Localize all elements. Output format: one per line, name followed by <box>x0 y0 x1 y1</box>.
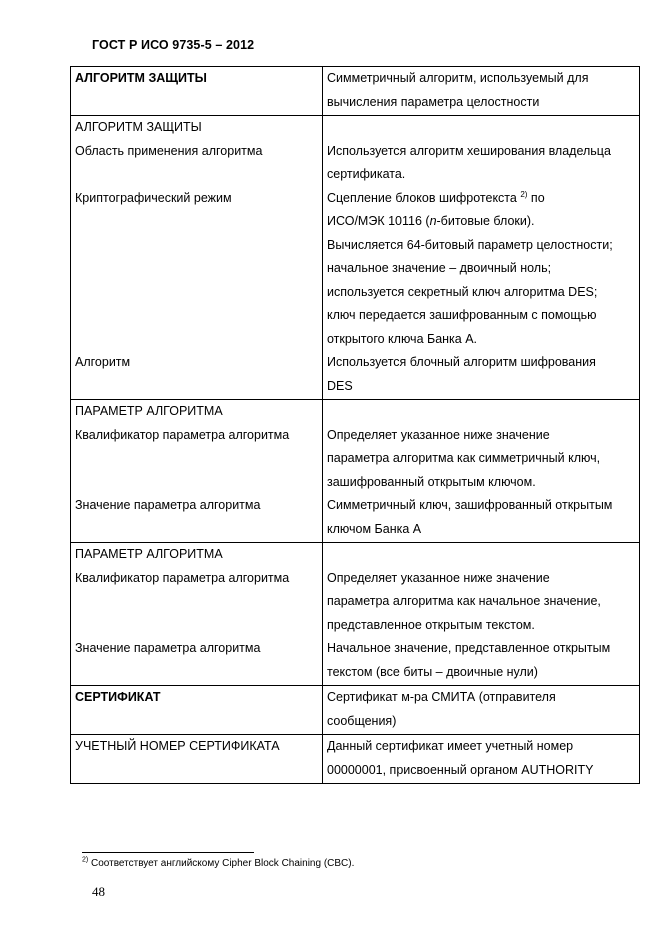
footnote-marker: 2) <box>82 856 89 864</box>
field-value-line: ключ передается зашифрованным с помощью <box>327 308 597 322</box>
row-label: АЛГОРИТМ ЗАЩИТЫ <box>75 71 207 85</box>
field-value-line: параметра алгоритма как симметричный ключ, <box>327 451 601 465</box>
table-row <box>71 543 640 686</box>
row-value-line: вычисления параметра целостности <box>327 94 540 109</box>
row-label: УЧЕТНЫЙ НОМЕР СЕРТИФИКАТА <box>75 739 280 753</box>
row-value-cell <box>323 116 640 400</box>
page-number: 48 <box>92 884 105 899</box>
field-value-line: Используется блочный алгоритм шифрования <box>327 355 596 369</box>
field-value-line: текстом (все биты – двоичные нули) <box>327 664 538 679</box>
row-label: СЕРТИФИКАТ <box>75 690 161 704</box>
field-label: Квалификатор параметра алгоритма <box>75 427 290 442</box>
field-value-line: DES <box>327 378 353 393</box>
group-title: ПАРАМЕТР АЛГОРИТМА <box>75 547 223 561</box>
row-value-cell <box>323 735 640 784</box>
field-value-line: используется секретный ключ алгоритма DES; <box>327 284 598 299</box>
row-value-cell <box>323 400 640 543</box>
field-value-line: открытого ключа Банка А. <box>327 331 478 346</box>
field-value-line: Определяет указанное ниже значение <box>327 427 550 442</box>
field-label: Значение параметра алгоритма <box>75 641 261 655</box>
field-value-line: ключом Банка А <box>327 521 422 536</box>
mode-text: ИСО/МЭК 10116 ( <box>327 214 430 228</box>
footnote-reference[interactable]: 2) <box>520 189 528 199</box>
row-value-line: сообщения) <box>327 713 397 728</box>
footnote-text: Соответствует английскому Cipher Block Chaining (CBC). <box>88 858 355 869</box>
field-value-line: начальное значение – двоичный ноль; <box>327 261 552 275</box>
standard-header: ГОСТ Р ИСО 9735-5 – 2012 <box>92 38 255 52</box>
footnote <box>82 858 354 869</box>
mode-text: Сцепление блоков шифротекста <box>327 190 517 205</box>
field-value-line: Начальное значение, представленное открытым <box>327 641 611 655</box>
field-label: Квалификатор параметра алгоритма <box>75 570 290 585</box>
field-value-line: сертификата. <box>327 167 406 181</box>
row-label-cell <box>71 116 323 400</box>
mode-text-tail: по <box>527 190 545 205</box>
row-value-line: Сертификат м-ра СМИТА (отправителя <box>327 690 556 704</box>
table-row <box>71 67 640 116</box>
field-label: Криптографический режим <box>75 190 232 205</box>
field-value-line <box>327 210 633 234</box>
table-row <box>71 686 640 735</box>
field-value-line: параметра алгоритма как начальное значение, <box>327 594 601 608</box>
field-label: Значение параметра алгоритма <box>75 498 261 512</box>
field-value-line: зашифрованный открытым ключом. <box>327 474 536 489</box>
field-value-line <box>327 187 633 211</box>
field-value-line: Используется алгоритм хеширования владельца <box>327 143 611 158</box>
row-value-line: Данный сертификат имеет учетный номер <box>327 739 574 753</box>
row-label-cell <box>71 67 323 116</box>
table-row <box>71 400 640 543</box>
field-value-line: Симметричный ключ, зашифрованный открытым <box>327 498 613 512</box>
group-title: ПАРАМЕТР АЛГОРИТМА <box>75 404 223 418</box>
row-value-line: 00000001, присвоенный органом AUTHORITY <box>327 762 594 777</box>
field-value-line: Определяет указанное ниже значение <box>327 570 550 585</box>
specification-table <box>70 66 640 784</box>
row-label-cell <box>71 400 323 543</box>
mode-text: -битовые блоки). <box>436 214 535 228</box>
row-label-cell <box>71 686 323 735</box>
table-row <box>71 735 640 784</box>
table-row <box>71 116 640 400</box>
field-label: Алгоритм <box>75 355 131 369</box>
footnote-divider <box>82 852 254 853</box>
row-value-cell <box>323 67 640 116</box>
row-label-cell <box>71 543 323 686</box>
field-value-line: представленное открытым текстом. <box>327 617 535 632</box>
group-title: АЛГОРИТМ ЗАЩИТЫ <box>75 120 202 134</box>
row-value-cell <box>323 543 640 686</box>
row-label-cell <box>71 735 323 784</box>
row-value-line: Симметричный алгоритм, используемый для <box>327 71 589 85</box>
row-value-cell <box>323 686 640 735</box>
mode-italic-n: n <box>429 214 437 228</box>
field-value-line: Вычисляется 64-битовый параметр целостности; <box>327 237 613 252</box>
field-label: Область применения алгоритма <box>75 143 263 158</box>
